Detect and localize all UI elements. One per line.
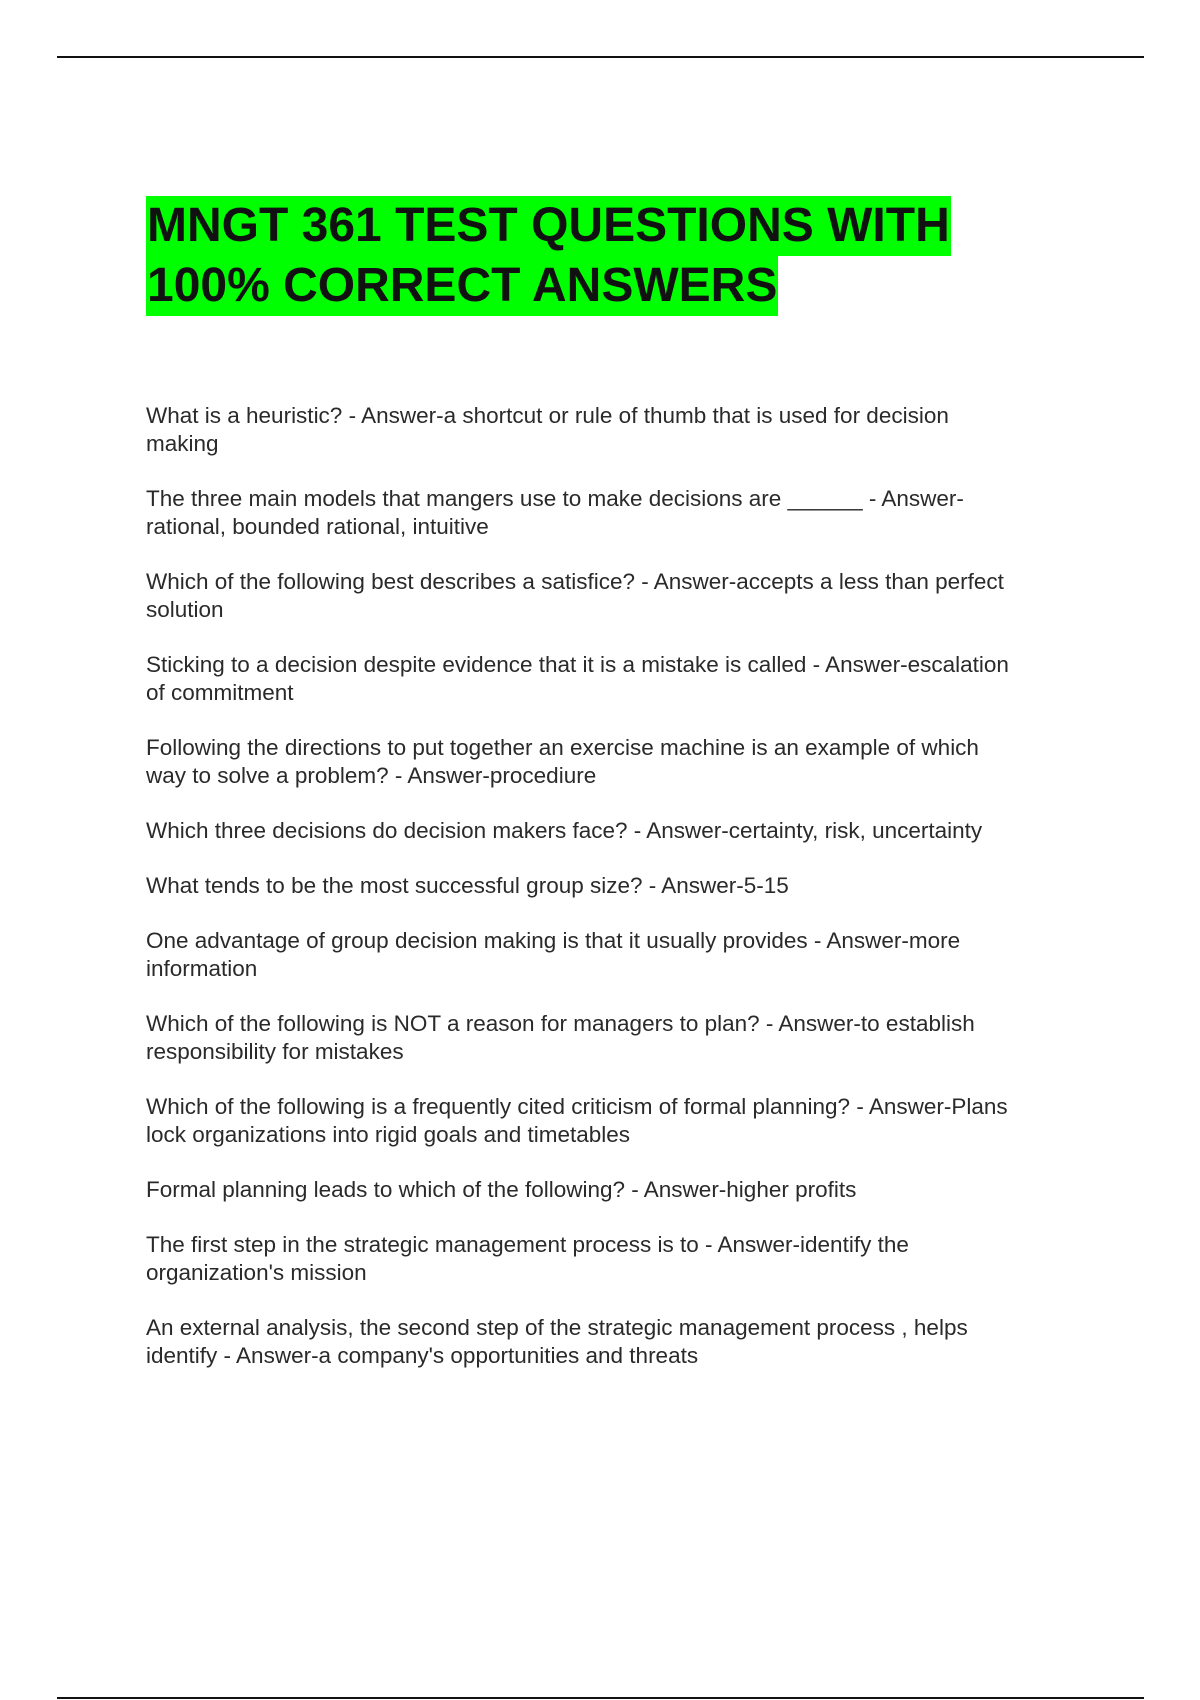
- qa-item: Which of the following best describes a satisfice? - Answer-accepts a less than perfect solution: [146, 569, 1004, 622]
- qa-item: What is a heuristic? - Answer-a shortcut or rule of thumb that is used for decision making: [146, 403, 949, 456]
- title-line-2: 100% CORRECT ANSWERS: [146, 256, 778, 316]
- qa-item: An external analysis, the second step of the strategic management process , helps identify - Answer-a company's opportunities and threats: [146, 1315, 968, 1368]
- bottom-rule: [57, 1697, 1144, 1699]
- title-line-1: MNGT 361 TEST QUESTIONS WITH: [146, 196, 951, 256]
- qa-item: One advantage of group decision making is that it usually provides - Answer-more information: [146, 928, 961, 981]
- document-title: [146, 196, 1046, 316]
- qa-item: Which of the following is NOT a reason for managers to plan? - Answer-to establish responsibility for mistakes: [146, 1011, 975, 1064]
- qa-item: Sticking to a decision despite evidence that it is a mistake is called - Answer-escalation of commitment: [146, 652, 1009, 705]
- qa-item: Which three decisions do decision makers face? - Answer-certainty, risk, uncertainty: [146, 818, 983, 843]
- top-rule: [57, 56, 1144, 58]
- qa-item: Following the directions to put together an exercise machine is an example of which way to solve a problem? - Answer-procediure: [146, 735, 979, 788]
- qa-list: [146, 402, 1086, 1397]
- qa-item: The three main models that mangers use to make decisions are ______ - Answer- rational, bounded rational, intuitive: [146, 486, 964, 539]
- qa-item: The first step in the strategic management process is to - Answer-identify the organization's mission: [146, 1232, 909, 1285]
- qa-item: What tends to be the most successful group size? - Answer-5-15: [146, 873, 789, 898]
- qa-item: Formal planning leads to which of the following? - Answer-higher profits: [146, 1177, 857, 1202]
- qa-item: Which of the following is a frequently cited criticism of formal planning? - Answer-Plans lock organizations into rigid goals and timetables: [146, 1094, 1008, 1147]
